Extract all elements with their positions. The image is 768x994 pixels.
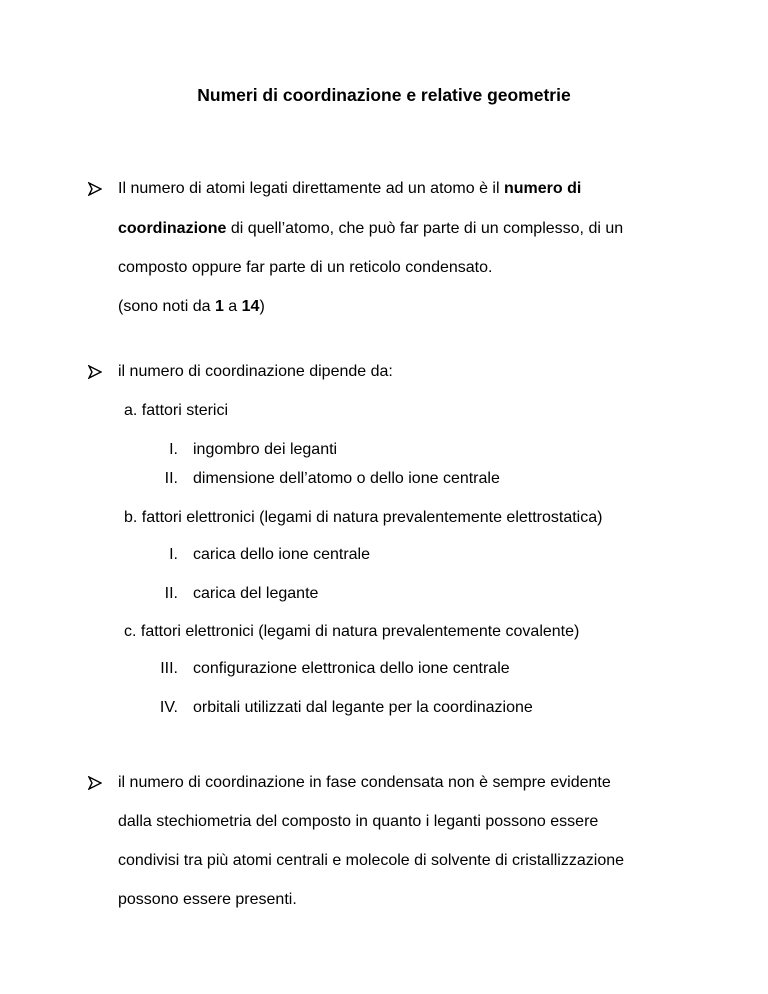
arrow-bullet-icon bbox=[88, 182, 102, 196]
arrow-bullet-icon bbox=[88, 365, 102, 379]
roman-numeral: IV. bbox=[159, 699, 178, 716]
paragraph-1-line-1: Il numero di atomi legati direttamente ad un atomo è il numero di bbox=[118, 180, 582, 197]
sublist-item-text: orbitali utilizzati dal legante per la coordinazione bbox=[193, 699, 533, 716]
list-item-a: a. fattori sterici bbox=[124, 402, 229, 419]
sublist-item-text: dimensione dell’atomo o dello ione centrale bbox=[193, 470, 500, 487]
paragraph-1-line-2: coordinazione di quell’atomo, che può far parte di un complesso, di un bbox=[118, 220, 624, 237]
list-item-b: b. fattori elettronici (legami di natura prevalentemente elettrostatica) bbox=[124, 509, 603, 526]
list-item-c: c. fattori elettronici (legami di natura prevalentemente covalente) bbox=[124, 623, 580, 640]
sublist-item-text: carica dello ione centrale bbox=[193, 546, 370, 563]
roman-numeral: II. bbox=[164, 585, 178, 602]
paragraph-1-line-4: (sono noti da 1 a 14) bbox=[118, 298, 265, 315]
paragraph-2-intro: il numero di coordinazione dipende da: bbox=[118, 363, 393, 380]
roman-numeral: I. bbox=[169, 441, 178, 458]
paragraph-3-line-4: possono essere presenti. bbox=[118, 891, 297, 908]
sublist-item-text: ingombro dei leganti bbox=[193, 441, 338, 458]
paragraph-1-line-3: composto oppure far parte di un reticolo condensato. bbox=[118, 259, 493, 276]
paragraph-3-line-1: il numero di coordinazione in fase condensata non è sempre evidente bbox=[118, 774, 611, 791]
paragraph-3-line-3: condivisi tra più atomi centrali e molecole di solvente di cristallizzazione bbox=[118, 852, 625, 869]
paragraph-3-line-2: dalla stechiometria del composto in quanto i leganti possono essere bbox=[118, 813, 599, 830]
roman-numeral: I. bbox=[169, 546, 178, 563]
sublist-item-text: carica del legante bbox=[193, 585, 319, 602]
roman-numeral: II. bbox=[164, 470, 178, 487]
sublist-item-text: configurazione elettronica dello ione centrale bbox=[193, 660, 510, 677]
arrow-bullet-icon bbox=[88, 776, 102, 790]
page-title: Numeri di coordinazione e relative geometrie bbox=[197, 85, 571, 105]
roman-numeral: III. bbox=[160, 660, 178, 677]
